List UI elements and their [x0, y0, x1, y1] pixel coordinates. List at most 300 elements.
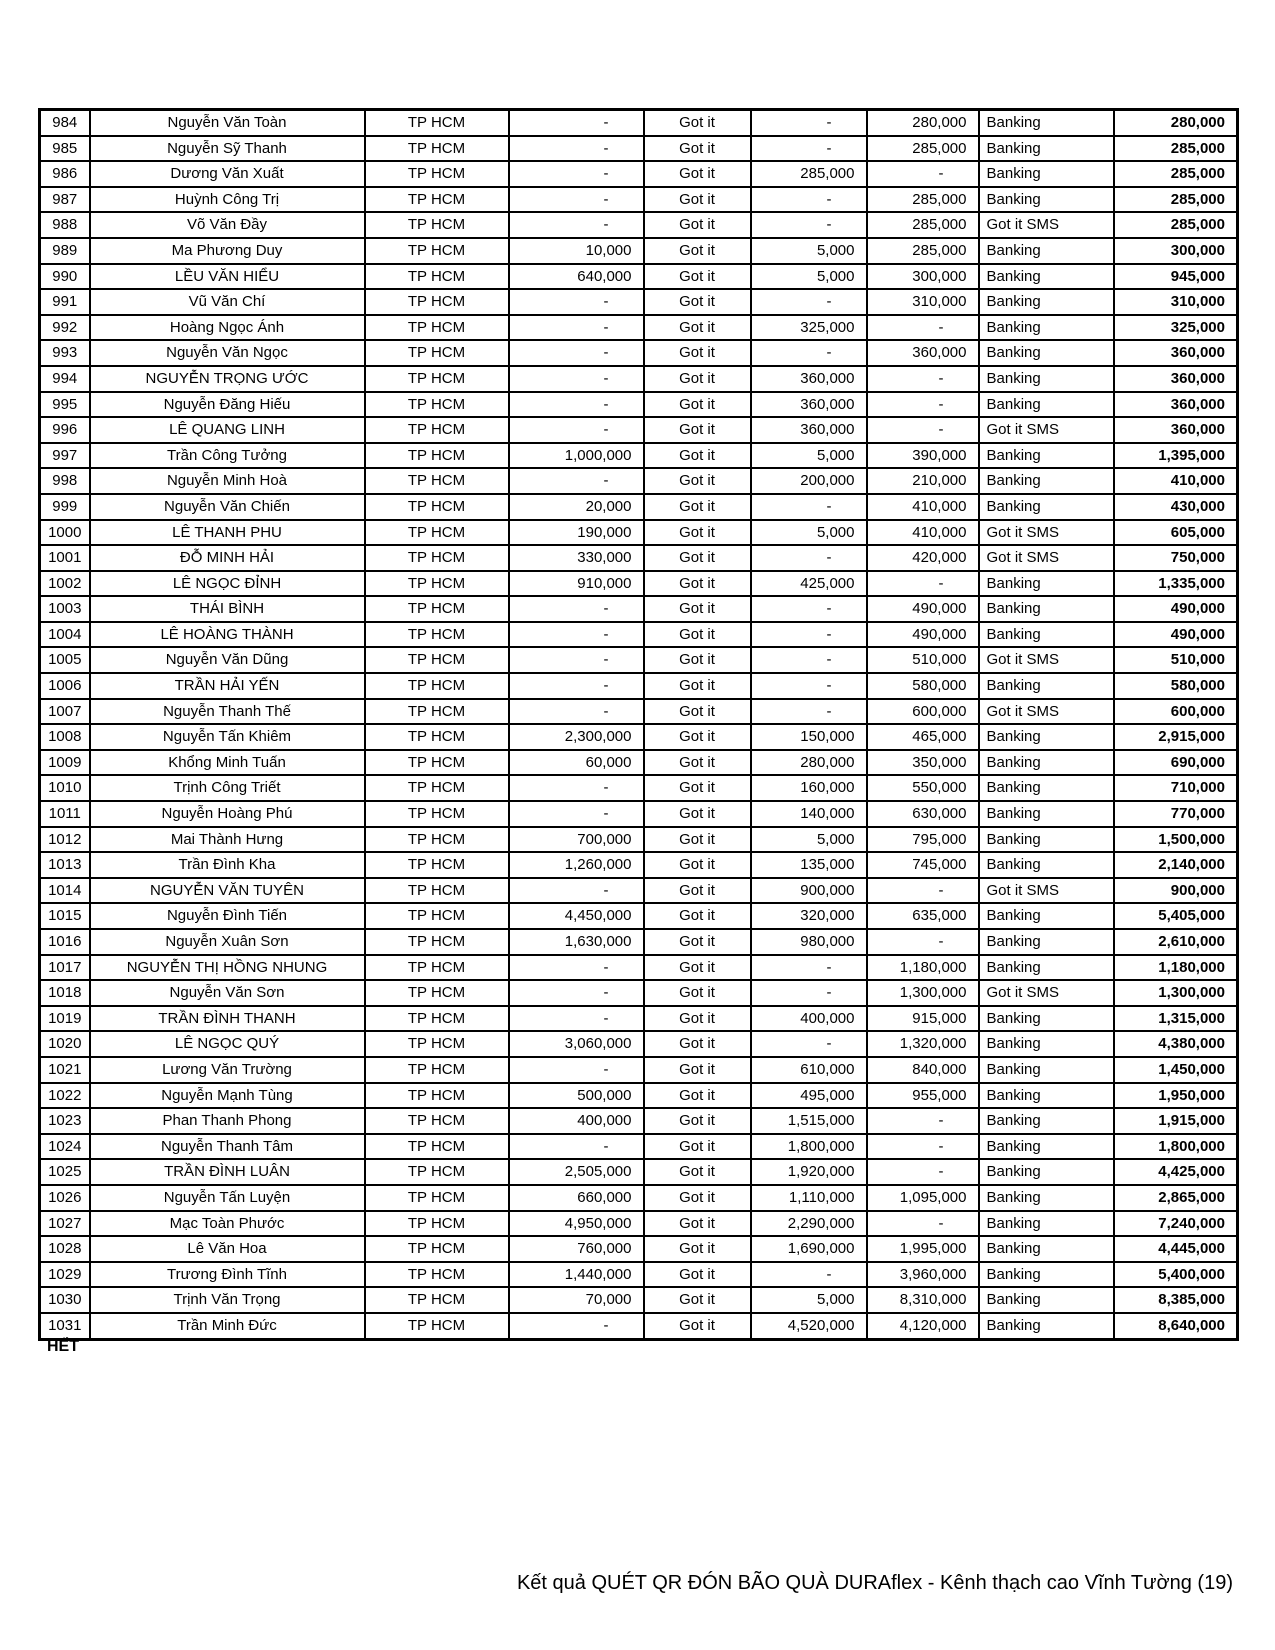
cell-amount2: 5,000 [751, 827, 867, 853]
cell-amount3: 1,300,000 [867, 980, 979, 1006]
cell-amount2: 1,690,000 [751, 1236, 867, 1262]
cell-channel: Got it SMS [979, 212, 1114, 238]
cell-name: Trương Đình Tĩnh [90, 1262, 365, 1288]
table-row [40, 775, 1238, 801]
cell-amount2: 900,000 [751, 878, 867, 904]
cell-channel: Banking [979, 443, 1114, 469]
cell-location: TP HCM [365, 1057, 509, 1083]
cell-total: 360,000 [1114, 417, 1238, 443]
cell-total: 5,400,000 [1114, 1262, 1238, 1288]
cell-location: TP HCM [365, 955, 509, 981]
cell-status: Got it [644, 571, 751, 597]
cell-amount2: - [751, 1262, 867, 1288]
cell-channel: Banking [979, 1006, 1114, 1032]
cell-amount1: - [509, 417, 644, 443]
cell-total: 2,610,000 [1114, 929, 1238, 955]
table-row [40, 699, 1238, 725]
cell-total: 1,800,000 [1114, 1134, 1238, 1160]
cell-total: 490,000 [1114, 596, 1238, 622]
cell-channel: Banking [979, 1185, 1114, 1211]
cell-status: Got it [644, 1211, 751, 1237]
cell-amount1: 910,000 [509, 571, 644, 597]
cell-status: Got it [644, 110, 751, 136]
cell-stt: 1016 [40, 929, 90, 955]
cell-amount3: - [867, 315, 979, 341]
cell-amount2: 1,110,000 [751, 1185, 867, 1211]
cell-amount1: - [509, 775, 644, 801]
table-row [40, 1108, 1238, 1134]
cell-amount1: - [509, 366, 644, 392]
cell-status: Got it [644, 468, 751, 494]
table-row [40, 494, 1238, 520]
cell-amount3: 1,320,000 [867, 1031, 979, 1057]
cell-stt: 1014 [40, 878, 90, 904]
cell-amount1: 400,000 [509, 1108, 644, 1134]
cell-status: Got it [644, 1083, 751, 1109]
cell-channel: Banking [979, 827, 1114, 853]
cell-stt: 990 [40, 264, 90, 290]
table-row [40, 1083, 1238, 1109]
cell-amount1: 700,000 [509, 827, 644, 853]
cell-location: TP HCM [365, 238, 509, 264]
cell-amount3: 490,000 [867, 596, 979, 622]
cell-name: Nguyễn Mạnh Tùng [90, 1083, 365, 1109]
cell-amount3: - [867, 366, 979, 392]
cell-amount3: 465,000 [867, 724, 979, 750]
cell-location: TP HCM [365, 1159, 509, 1185]
cell-stt: 1030 [40, 1287, 90, 1313]
cell-status: Got it [644, 980, 751, 1006]
cell-amount1: 20,000 [509, 494, 644, 520]
cell-location: TP HCM [365, 340, 509, 366]
cell-name: NGUYỄN VĂN TUYÊN [90, 878, 365, 904]
cell-location: TP HCM [365, 852, 509, 878]
cell-channel: Banking [979, 1031, 1114, 1057]
cell-name: TRẦN HẢI YẾN [90, 673, 365, 699]
table-row [40, 366, 1238, 392]
cell-amount3: 795,000 [867, 827, 979, 853]
cell-stt: 1013 [40, 852, 90, 878]
cell-amount2: 1,800,000 [751, 1134, 867, 1160]
cell-amount1: 3,060,000 [509, 1031, 644, 1057]
cell-total: 1,950,000 [1114, 1083, 1238, 1109]
table-row [40, 827, 1238, 853]
cell-total: 300,000 [1114, 238, 1238, 264]
cell-channel: Got it SMS [979, 980, 1114, 1006]
table-row [40, 622, 1238, 648]
cell-total: 1,500,000 [1114, 827, 1238, 853]
cell-stt: 1022 [40, 1083, 90, 1109]
cell-total: 8,385,000 [1114, 1287, 1238, 1313]
cell-stt: 1015 [40, 903, 90, 929]
table-row [40, 315, 1238, 341]
table-row [40, 878, 1238, 904]
cell-amount3: 360,000 [867, 340, 979, 366]
cell-name: Vũ Văn Chí [90, 289, 365, 315]
cell-location: TP HCM [365, 596, 509, 622]
cell-amount3: 300,000 [867, 264, 979, 290]
table-row [40, 724, 1238, 750]
table-row [40, 1057, 1238, 1083]
cell-total: 310,000 [1114, 289, 1238, 315]
cell-total: 510,000 [1114, 647, 1238, 673]
table-row [40, 1159, 1238, 1185]
cell-amount1: - [509, 110, 644, 136]
cell-location: TP HCM [365, 187, 509, 213]
cell-channel: Got it SMS [979, 699, 1114, 725]
cell-stt: 1023 [40, 1108, 90, 1134]
table-row [40, 1006, 1238, 1032]
cell-total: 5,405,000 [1114, 903, 1238, 929]
cell-location: TP HCM [365, 1185, 509, 1211]
cell-channel: Banking [979, 1262, 1114, 1288]
cell-name: Nguyễn Văn Toàn [90, 110, 365, 136]
cell-status: Got it [644, 801, 751, 827]
cell-channel: Banking [979, 622, 1114, 648]
cell-total: 430,000 [1114, 494, 1238, 520]
cell-location: TP HCM [365, 264, 509, 290]
cell-name: Ma Phương Duy [90, 238, 365, 264]
cell-name: Trần Công Tưởng [90, 443, 365, 469]
table-row [40, 1313, 1238, 1339]
cell-channel: Banking [979, 264, 1114, 290]
cell-location: TP HCM [365, 673, 509, 699]
cell-total: 1,335,000 [1114, 571, 1238, 597]
cell-amount2: 360,000 [751, 366, 867, 392]
cell-stt: 1017 [40, 955, 90, 981]
table-row [40, 545, 1238, 571]
cell-status: Got it [644, 340, 751, 366]
cell-amount3: - [867, 392, 979, 418]
cell-amount2: 5,000 [751, 238, 867, 264]
cell-amount1: - [509, 1313, 644, 1339]
table-row [40, 238, 1238, 264]
cell-name: Nguyễn Văn Chiến [90, 494, 365, 520]
cell-status: Got it [644, 724, 751, 750]
cell-amount1: - [509, 596, 644, 622]
cell-amount2: 1,515,000 [751, 1108, 867, 1134]
cell-amount1: - [509, 468, 644, 494]
cell-name: Mai Thành Hưng [90, 827, 365, 853]
cell-amount1: - [509, 622, 644, 648]
table-row [40, 647, 1238, 673]
cell-amount1: - [509, 647, 644, 673]
cell-location: TP HCM [365, 494, 509, 520]
cell-location: TP HCM [365, 903, 509, 929]
cell-location: TP HCM [365, 699, 509, 725]
cell-channel: Got it SMS [979, 417, 1114, 443]
cell-location: TP HCM [365, 443, 509, 469]
table-row [40, 340, 1238, 366]
cell-name: Nguyễn Hoàng Phú [90, 801, 365, 827]
cell-status: Got it [644, 955, 751, 981]
cell-status: Got it [644, 136, 751, 162]
cell-amount3: 285,000 [867, 212, 979, 238]
cell-amount1: - [509, 878, 644, 904]
cell-channel: Banking [979, 596, 1114, 622]
cell-location: TP HCM [365, 827, 509, 853]
cell-amount1: 10,000 [509, 238, 644, 264]
cell-channel: Banking [979, 340, 1114, 366]
table-row [40, 929, 1238, 955]
cell-location: TP HCM [365, 545, 509, 571]
cell-amount2: - [751, 494, 867, 520]
cell-stt: 1005 [40, 647, 90, 673]
cell-amount2: - [751, 955, 867, 981]
cell-amount2: 320,000 [751, 903, 867, 929]
cell-total: 600,000 [1114, 699, 1238, 725]
cell-channel: Banking [979, 750, 1114, 776]
cell-stt: 1003 [40, 596, 90, 622]
cell-amount2: 5,000 [751, 520, 867, 546]
cell-status: Got it [644, 852, 751, 878]
cell-amount1: 330,000 [509, 545, 644, 571]
cell-status: Got it [644, 827, 751, 853]
cell-location: TP HCM [365, 878, 509, 904]
cell-location: TP HCM [365, 520, 509, 546]
cell-location: TP HCM [365, 775, 509, 801]
cell-amount3: 3,960,000 [867, 1262, 979, 1288]
cell-status: Got it [644, 238, 751, 264]
cell-stt: 997 [40, 443, 90, 469]
cell-channel: Banking [979, 801, 1114, 827]
table-row [40, 1211, 1238, 1237]
cell-name: LỀU VĂN HIỂU [90, 264, 365, 290]
cell-location: TP HCM [365, 1031, 509, 1057]
cell-amount2: 5,000 [751, 1287, 867, 1313]
cell-location: TP HCM [365, 647, 509, 673]
cell-amount1: - [509, 187, 644, 213]
cell-amount3: 285,000 [867, 187, 979, 213]
cell-amount3: - [867, 1108, 979, 1134]
cell-total: 900,000 [1114, 878, 1238, 904]
table-row [40, 1236, 1238, 1262]
cell-amount1: 660,000 [509, 1185, 644, 1211]
cell-location: TP HCM [365, 801, 509, 827]
table-row [40, 187, 1238, 213]
cell-amount3: - [867, 161, 979, 187]
cell-name: TRẦN ĐÌNH LUÂN [90, 1159, 365, 1185]
cell-status: Got it [644, 1262, 751, 1288]
cell-amount1: - [509, 955, 644, 981]
cell-channel: Banking [979, 724, 1114, 750]
cell-total: 2,915,000 [1114, 724, 1238, 750]
cell-amount1: 1,000,000 [509, 443, 644, 469]
results-table-container [38, 108, 1239, 1341]
cell-amount2: 5,000 [751, 443, 867, 469]
cell-status: Got it [644, 1031, 751, 1057]
cell-total: 490,000 [1114, 622, 1238, 648]
cell-total: 945,000 [1114, 264, 1238, 290]
cell-name: Nguyễn Văn Dũng [90, 647, 365, 673]
cell-total: 410,000 [1114, 468, 1238, 494]
cell-amount2: 980,000 [751, 929, 867, 955]
cell-amount2: 425,000 [751, 571, 867, 597]
cell-status: Got it [644, 1236, 751, 1262]
table-row [40, 571, 1238, 597]
cell-status: Got it [644, 417, 751, 443]
cell-amount1: 1,440,000 [509, 1262, 644, 1288]
table-row [40, 750, 1238, 776]
cell-stt: 1000 [40, 520, 90, 546]
cell-amount2: - [751, 673, 867, 699]
cell-status: Got it [644, 392, 751, 418]
cell-total: 360,000 [1114, 366, 1238, 392]
cell-amount1: - [509, 392, 644, 418]
cell-total: 4,445,000 [1114, 1236, 1238, 1262]
cell-amount2: 135,000 [751, 852, 867, 878]
cell-name: Nguyễn Xuân Sơn [90, 929, 365, 955]
cell-total: 1,395,000 [1114, 443, 1238, 469]
cell-location: TP HCM [365, 161, 509, 187]
cell-name: Khổng Minh Tuấn [90, 750, 365, 776]
cell-name: LÊ NGỌC ĐỈNH [90, 571, 365, 597]
cell-channel: Banking [979, 1159, 1114, 1185]
cell-amount3: 285,000 [867, 136, 979, 162]
cell-amount3: 420,000 [867, 545, 979, 571]
table-row [40, 289, 1238, 315]
cell-name: Trịnh Công Triết [90, 775, 365, 801]
cell-channel: Got it SMS [979, 878, 1114, 904]
cell-amount3: 1,995,000 [867, 1236, 979, 1262]
cell-name: Nguyễn Văn Sơn [90, 980, 365, 1006]
cell-amount3: 580,000 [867, 673, 979, 699]
cell-name: Nguyễn Đăng Hiếu [90, 392, 365, 418]
cell-location: TP HCM [365, 1236, 509, 1262]
cell-amount2: 4,520,000 [751, 1313, 867, 1339]
cell-stt: 1027 [40, 1211, 90, 1237]
cell-amount3: 350,000 [867, 750, 979, 776]
cell-amount2: - [751, 136, 867, 162]
cell-channel: Banking [979, 161, 1114, 187]
cell-amount2: 200,000 [751, 468, 867, 494]
cell-channel: Banking [979, 955, 1114, 981]
cell-status: Got it [644, 1287, 751, 1313]
cell-status: Got it [644, 187, 751, 213]
cell-channel: Got it SMS [979, 545, 1114, 571]
cell-stt: 989 [40, 238, 90, 264]
cell-channel: Got it SMS [979, 520, 1114, 546]
cell-amount1: 1,260,000 [509, 852, 644, 878]
table-row [40, 852, 1238, 878]
cell-amount2: 2,290,000 [751, 1211, 867, 1237]
cell-amount1: 4,450,000 [509, 903, 644, 929]
cell-stt: 1028 [40, 1236, 90, 1262]
cell-channel: Banking [979, 494, 1114, 520]
cell-name: Nguyễn Tấn Luyện [90, 1185, 365, 1211]
cell-stt: 995 [40, 392, 90, 418]
cell-amount2: - [751, 187, 867, 213]
cell-amount3: - [867, 929, 979, 955]
cell-name: Phan Thanh Phong [90, 1108, 365, 1134]
cell-stt: 984 [40, 110, 90, 136]
cell-amount3: 955,000 [867, 1083, 979, 1109]
cell-status: Got it [644, 520, 751, 546]
cell-amount3: 915,000 [867, 1006, 979, 1032]
cell-stt: 996 [40, 417, 90, 443]
cell-amount1: - [509, 980, 644, 1006]
cell-amount3: 635,000 [867, 903, 979, 929]
cell-amount3: 285,000 [867, 238, 979, 264]
cell-amount1: 500,000 [509, 1083, 644, 1109]
cell-name: THÁI BÌNH [90, 596, 365, 622]
cell-channel: Banking [979, 1108, 1114, 1134]
cell-name: Hoàng Ngọc Ánh [90, 315, 365, 341]
cell-stt: 1020 [40, 1031, 90, 1057]
cell-amount2: 280,000 [751, 750, 867, 776]
cell-amount3: 745,000 [867, 852, 979, 878]
cell-name: Trịnh Văn Trọng [90, 1287, 365, 1313]
table-row [40, 110, 1238, 136]
cell-amount1: - [509, 136, 644, 162]
cell-stt: 1008 [40, 724, 90, 750]
cell-amount3: 630,000 [867, 801, 979, 827]
cell-total: 4,425,000 [1114, 1159, 1238, 1185]
cell-name: Võ Văn Đầy [90, 212, 365, 238]
cell-amount1: 1,630,000 [509, 929, 644, 955]
cell-amount1: - [509, 315, 644, 341]
table-row [40, 801, 1238, 827]
cell-total: 710,000 [1114, 775, 1238, 801]
cell-stt: 1007 [40, 699, 90, 725]
cell-name: LÊ HOÀNG THÀNH [90, 622, 365, 648]
cell-amount1: 70,000 [509, 1287, 644, 1313]
cell-stt: 998 [40, 468, 90, 494]
cell-stt: 1029 [40, 1262, 90, 1288]
cell-amount2: 1,920,000 [751, 1159, 867, 1185]
cell-amount3: 310,000 [867, 289, 979, 315]
cell-total: 750,000 [1114, 545, 1238, 571]
cell-amount1: - [509, 289, 644, 315]
cell-status: Got it [644, 699, 751, 725]
table-row [40, 1185, 1238, 1211]
cell-amount3: 490,000 [867, 622, 979, 648]
cell-location: TP HCM [365, 1006, 509, 1032]
cell-stt: 1002 [40, 571, 90, 597]
cell-amount1: - [509, 212, 644, 238]
cell-location: TP HCM [365, 315, 509, 341]
cell-amount1: 760,000 [509, 1236, 644, 1262]
cell-location: TP HCM [365, 622, 509, 648]
cell-channel: Banking [979, 1083, 1114, 1109]
page-footer-title: Kết quả QUÉT QR ĐÓN BÃO QUÀ DURAflex - Kênh thạch cao Vĩnh Tường (19) [516, 1572, 1233, 1594]
cell-channel: Banking [979, 187, 1114, 213]
cell-status: Got it [644, 212, 751, 238]
table-row [40, 392, 1238, 418]
cell-channel: Banking [979, 392, 1114, 418]
cell-stt: 988 [40, 212, 90, 238]
cell-total: 2,865,000 [1114, 1185, 1238, 1211]
cell-total: 2,140,000 [1114, 852, 1238, 878]
table-row [40, 417, 1238, 443]
cell-amount3: - [867, 1159, 979, 1185]
cell-stt: 994 [40, 366, 90, 392]
cell-location: TP HCM [365, 366, 509, 392]
cell-amount2: - [751, 289, 867, 315]
cell-amount3: 1,095,000 [867, 1185, 979, 1211]
cell-total: 360,000 [1114, 340, 1238, 366]
cell-total: 1,300,000 [1114, 980, 1238, 1006]
cell-status: Got it [644, 1108, 751, 1134]
cell-channel: Banking [979, 315, 1114, 341]
cell-stt: 987 [40, 187, 90, 213]
cell-stt: 1012 [40, 827, 90, 853]
cell-total: 1,450,000 [1114, 1057, 1238, 1083]
cell-channel: Banking [979, 1287, 1114, 1313]
cell-channel: Banking [979, 903, 1114, 929]
cell-status: Got it [644, 596, 751, 622]
cell-amount1: 2,505,000 [509, 1159, 644, 1185]
